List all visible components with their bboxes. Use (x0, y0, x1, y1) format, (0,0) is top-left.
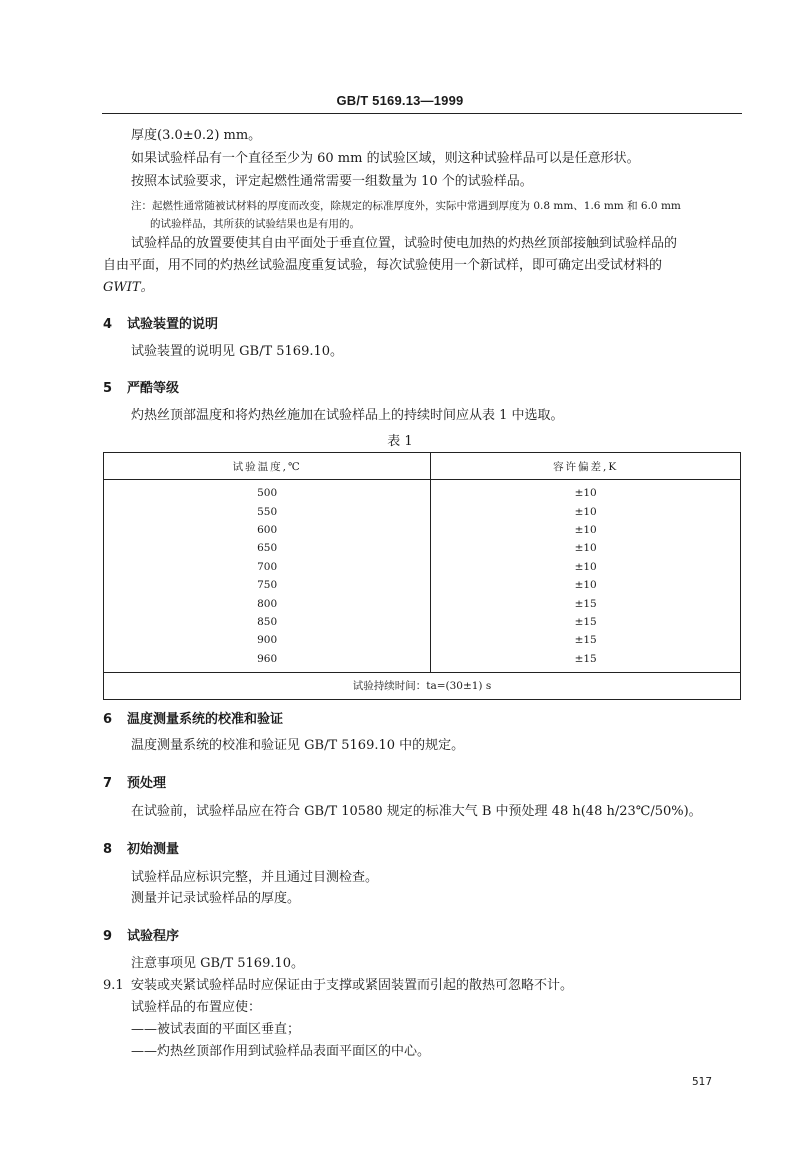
table-cell-temperature: 550 (104, 502, 431, 520)
paragraph-count: 按照本试验要求，评定起燃性通常需要一组数量为 10 个的试验样品。 (131, 174, 533, 189)
table-cell-tolerance: ±15 (431, 594, 741, 612)
document-header: GB/T 5169.13—1999 (336, 93, 464, 108)
subsection-9-1: 9.1 安装或夹紧试验样品时应保证由于支撑或紧固装置而引起的散热可忽略不计。 (103, 978, 574, 993)
section-heading-9: 9 试验程序 (103, 929, 180, 944)
section-heading-8: 8 初始测量 (103, 842, 180, 857)
section-heading-6: 6 温度测量系统的校准和验证 (103, 712, 284, 727)
table-row (104, 539, 741, 557)
table-cell-temperature: 900 (104, 631, 431, 649)
table-header-temperature: 试验温度,℃ (104, 453, 431, 480)
paragraph-placement-1: 试验样品的放置要使其自由平面处于垂直位置，试验时使电加热的灼热丝顶部接触到试验样品的 (131, 236, 678, 251)
table-cell-tolerance: ±15 (431, 613, 741, 631)
table-cell-temperature: 500 (104, 480, 431, 503)
table-row (104, 521, 741, 539)
note-line-1: 注：起燃性通常随被试材料的厚度而改变，除规定的标准厚度外，实际中常遇到厚度为 0.8 mm、1.6 mm 和 6.0 mm (131, 200, 681, 212)
table-cell-temperature: 750 (104, 576, 431, 594)
table-cell-tolerance: ±15 (431, 650, 741, 673)
table-row (104, 613, 741, 631)
table-cell-tolerance: ±10 (431, 480, 741, 503)
table-header-tolerance: 容许偏差,K (431, 453, 741, 480)
table-footer-duration: 试验持续时间：ta=(30±1) s (104, 672, 741, 699)
section-5-body: 灼热丝顶部温度和将灼热丝施加在试验样品上的持续时间应从表 1 中选取。 (131, 408, 564, 423)
table-row (104, 650, 741, 673)
paragraph-placement-3: GWIT。 (103, 280, 154, 295)
arrangement-item-1: ——被试表面的平面区垂直； (131, 1022, 301, 1037)
table-cell-temperature: 600 (104, 521, 431, 539)
table-cell-tolerance: ±10 (431, 576, 741, 594)
section-7-body: 在试验前，试验样品应在符合 GB/T 10580 规定的标准大气 B 中预处理 48 h(48 h/23℃/50%)。 (131, 804, 702, 819)
arrangement-item-2: ——灼热丝顶部作用到试验样品表面平面区的中心。 (131, 1044, 431, 1059)
table-cell-temperature: 850 (104, 613, 431, 631)
section-heading-5: 5 严酷等级 (103, 381, 180, 396)
section-8-body-2: 测量并记录试验样品的厚度。 (131, 891, 301, 906)
table-cell-temperature: 960 (104, 650, 431, 673)
table-cell-tolerance: ±15 (431, 631, 741, 649)
header-rule (102, 113, 742, 114)
table-cell-temperature: 800 (104, 594, 431, 612)
table-cell-tolerance: ±10 (431, 521, 741, 539)
table-row (104, 594, 741, 612)
section-9-body: 注意事项见 GB/T 5169.10。 (131, 956, 305, 971)
table-cell-temperature: 700 (104, 558, 431, 576)
paragraph-placement-2: 自由平面，用不同的灼热丝试验温度重复试验，每次试验使用一个新试样，即可确定出受试材料的 (103, 258, 663, 273)
table-cell-tolerance: ±10 (431, 539, 741, 557)
section-8-body-1: 试验样品应标识完整，并且通过目测检查。 (131, 870, 379, 885)
section-6-body: 温度测量系统的校准和验证见 GB/T 5169.10 中的规定。 (131, 738, 465, 753)
table-caption: 表 1 (387, 434, 413, 449)
table-cell-temperature: 650 (104, 539, 431, 557)
table-row (104, 558, 741, 576)
table-cell-tolerance: ±10 (431, 558, 741, 576)
table-row (104, 502, 741, 520)
section-heading-7: 7 预处理 (103, 776, 167, 791)
page-number: 517 (692, 1076, 713, 1088)
severity-table (103, 452, 741, 700)
table-row (104, 631, 741, 649)
table-cell-tolerance: ±10 (431, 502, 741, 520)
note-line-2: 的试验样品，其所获的试验结果也是有用的。 (150, 218, 360, 230)
table-row (104, 480, 741, 503)
section-4-body: 试验装置的说明见 GB/T 5169.10。 (131, 344, 344, 359)
arrangement-intro: 试验样品的布置应使： (131, 1000, 262, 1015)
section-heading-4: 4 试验装置的说明 (103, 317, 219, 332)
paragraph-thickness: 厚度(3.0±0.2) mm。 (131, 128, 262, 143)
paragraph-shape: 如果试验样品有一个直径至少为 60 mm 的试验区域，则这种试验样品可以是任意形状。 (131, 151, 640, 166)
table-row (104, 576, 741, 594)
